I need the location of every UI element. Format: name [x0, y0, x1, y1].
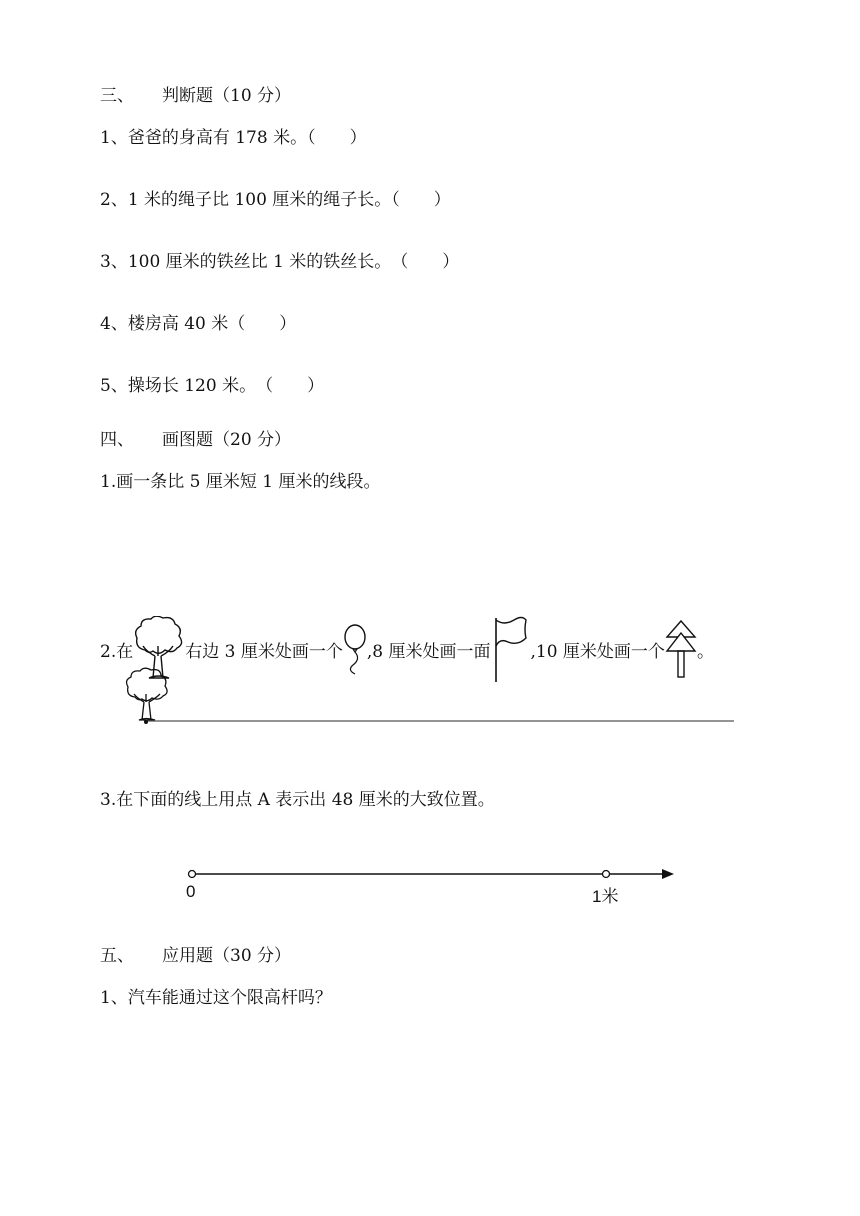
judgement-item-2: 2、1 米的绳子比 100 厘米的绳子长。（ ） [100, 190, 451, 210]
drawing-question-2 [100, 616, 714, 689]
pine-tree-icon [665, 619, 697, 686]
number-line-start-label: 0 [186, 882, 196, 901]
number-line-zero-point [189, 871, 196, 878]
section-title: 判断题（10 分） [162, 86, 292, 106]
flag-icon [490, 616, 530, 689]
judgement-item-1: 1、爸爸的身高有 178 米。（ ） [100, 128, 367, 148]
judgement-item-5: 5、操场长 120 米。 （ ） [100, 376, 325, 396]
q2-text-3: ,8 厘米处画一面 [366, 642, 491, 662]
judgement-item-3: 3、100 厘米的铁丝比 1 米的铁丝长。 （ ） [100, 252, 460, 272]
q2-text-1: 2.在 [100, 642, 134, 662]
section-number: 三、 [100, 86, 134, 106]
section-four-heading [100, 428, 291, 452]
balloon-icon [343, 623, 367, 682]
section-number: 四、 [100, 430, 134, 450]
drawing-question-3: 3.在下面的线上用点 A 表示出 48 厘米的大致位置。 [100, 790, 495, 810]
drawing-baseline [140, 716, 740, 726]
q2-text-2: 右边 3 厘米处画一个 [185, 642, 343, 662]
drawing-question-1: 1.画一条比 5 厘米短 1 厘米的线段。 [100, 472, 381, 492]
q2-text-5: 。 [696, 642, 714, 662]
section-five-heading [100, 944, 291, 968]
number-line-one-meter-point [603, 871, 610, 878]
number-line-end-label: 1米 [592, 887, 619, 906]
section-number: 五、 [100, 946, 134, 966]
section-title: 画图题（20 分） [162, 430, 292, 450]
judgement-item-4: 4、楼房高 40 米（ ） [100, 314, 297, 334]
q2-text-4: ,10 厘米处画一个 [530, 642, 665, 662]
section-title: 应用题（30 分） [162, 946, 292, 966]
application-question-1: 1、汽车能通过这个限高杆吗？ [100, 988, 332, 1008]
section-three-heading [100, 84, 291, 108]
number-line [184, 864, 684, 884]
